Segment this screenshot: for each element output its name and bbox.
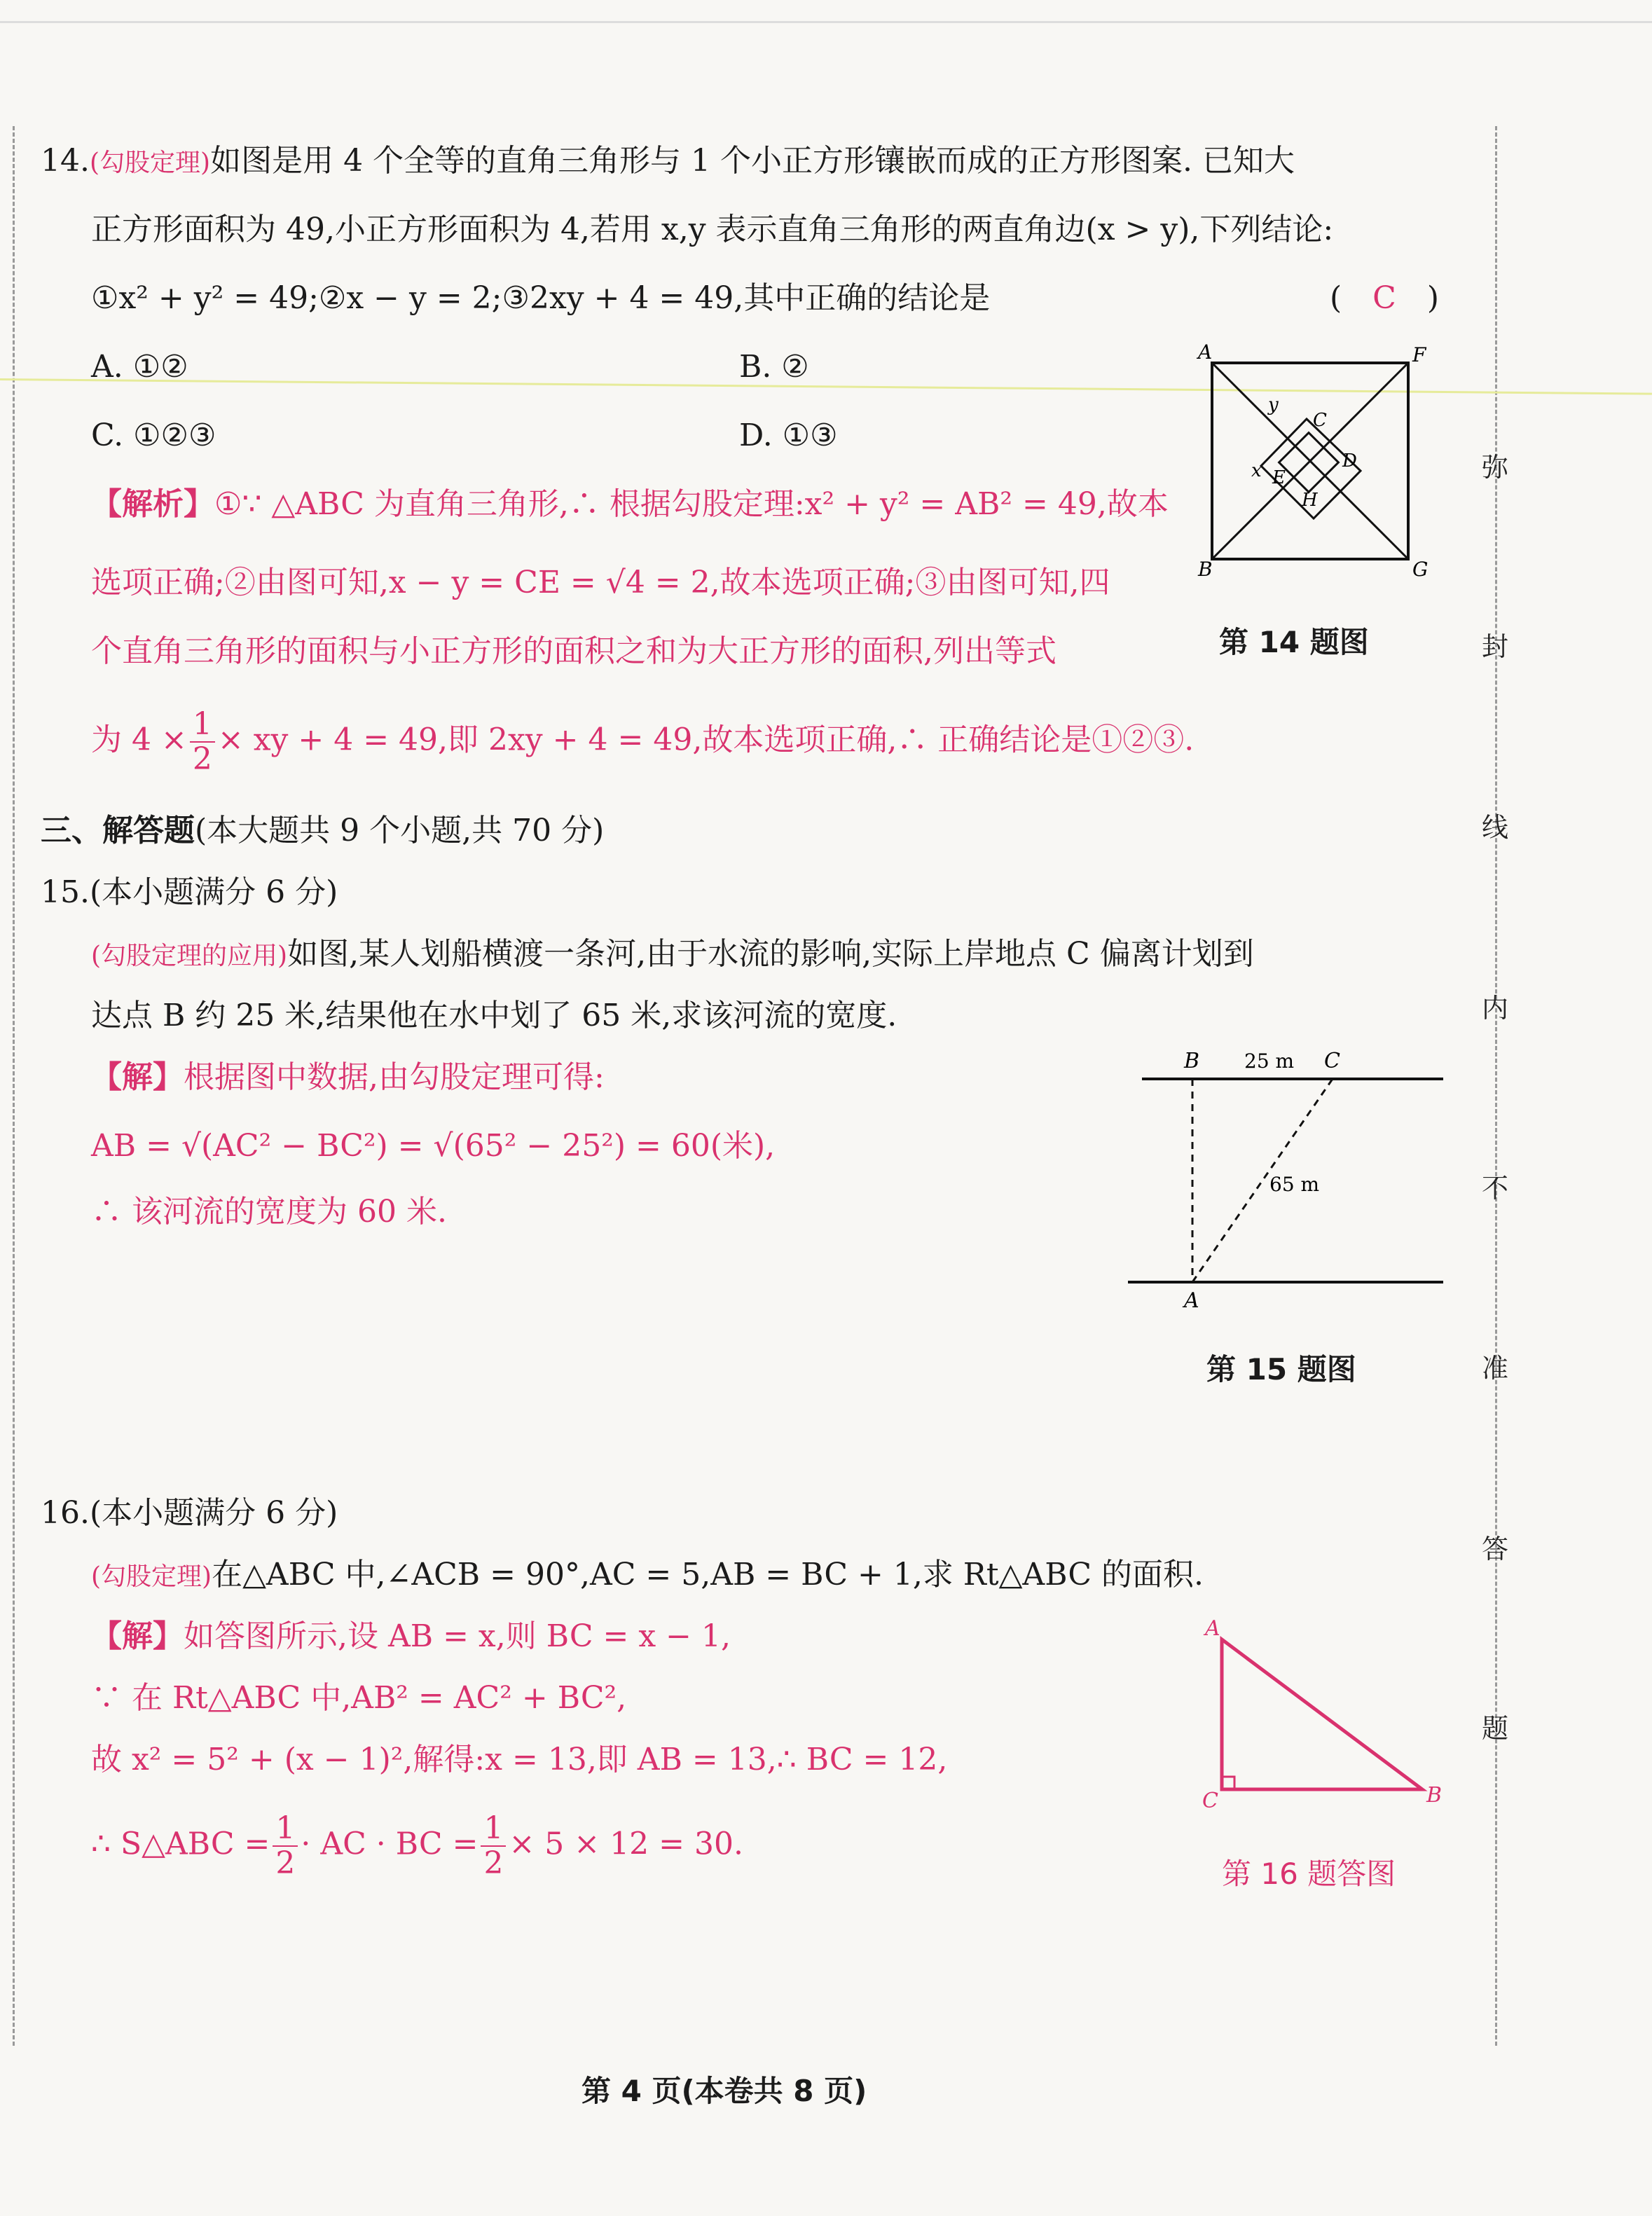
q14-option-c: C. ①②③ — [91, 418, 216, 453]
label-B: B — [1426, 1783, 1443, 1808]
label-B: B — [1184, 1049, 1200, 1073]
q14-analysis-label: 【解析】 — [91, 486, 214, 522]
label-C: C — [1324, 1049, 1340, 1073]
label-B: B — [1198, 558, 1213, 581]
q14-option-b: B. ② — [739, 349, 809, 385]
label-C: C — [1313, 410, 1327, 431]
seal-char: 线 — [1482, 812, 1509, 843]
label-F: F — [1412, 343, 1426, 366]
label-x: x — [1251, 460, 1262, 481]
top-shadow-line — [0, 21, 1652, 23]
q15-solution-line3: ∴ 该河流的宽度为 60 米. — [91, 1194, 447, 1230]
label-G: G — [1412, 558, 1429, 581]
q14-tag: (勾股定理) — [89, 149, 211, 177]
q16-tag: (勾股定理) — [91, 1562, 212, 1591]
label-bc-length: 25 m — [1244, 1049, 1295, 1073]
label-E: E — [1272, 467, 1286, 488]
label-ac-length: 65 m — [1269, 1173, 1320, 1196]
q16-solution-line4: ∴ S△ABC = $\frac{1}{2}$ · AC · BC = $\frac{1}{2}$ × 5 × 12 = 30. — [91, 1810, 743, 1881]
q15-line2: 达点 B 约 25 米,结果他在水中划了 65 米,求该河流的宽度. — [91, 998, 897, 1033]
label-A: A — [1198, 343, 1213, 364]
q14-number: 14. — [41, 143, 90, 179]
q14-analysis-line3: 个直角三角形的面积与小正方形的面积之和为大正方形的面积,列出等式 — [91, 633, 1056, 669]
section3-heading — [41, 810, 604, 852]
q16-header: 16.(本小题满分 6 分) — [41, 1495, 338, 1531]
q14-answer: C — [1372, 280, 1396, 316]
q16-solution-line3: 故 x² = 5² + (x − 1)²,解得:x = 13,即 AB = 13,∴ BC = 12, — [91, 1742, 948, 1777]
q15-solution-line2: AB = √(AC² − BC²) = √(65² − 25²) = 60(米), — [91, 1128, 776, 1164]
q14-line1 — [41, 140, 1295, 184]
fraction-half: $\frac{1}{2}$ — [481, 1813, 506, 1879]
seal-char: 不 — [1482, 1173, 1509, 1204]
q16-solution-line1: 【解】如答图所示,设 AB = x,则 BC = x − 1, — [91, 1618, 731, 1654]
margin-right-dashed-rule — [1495, 126, 1497, 2046]
label-C: C — [1202, 1789, 1218, 1813]
page-footer: 第 4 页(本卷共 8 页) — [581, 2074, 867, 2108]
right-angle-mark — [1222, 1777, 1234, 1789]
seal-char: 弥 — [1482, 452, 1509, 483]
q15-figure-caption: 第 15 题图 — [1206, 1352, 1356, 1386]
fraction-half: $\frac{1}{2}$ — [190, 709, 215, 775]
section3-note: (本大题共 9 个小题,共 70 分) — [195, 813, 605, 848]
q16-figure — [1184, 1611, 1450, 1815]
seal-char: 准 — [1482, 1353, 1509, 1384]
seal-char: 封 — [1482, 631, 1509, 662]
q14-analysis-line4: 为 4 × $\frac{1}{2}$ × xy + 4 = 49,即 2xy + 4 = 49,故本选项正确,∴ 正确结论是①②③. — [91, 706, 1195, 777]
q16-line1: (勾股定理)在△ABC 中,∠ACB = 90°,AC = 5,AB = BC + 1,求 Rt△ABC 的面积. — [91, 1557, 1204, 1592]
q15-header: 15.(本小题满分 6 分) — [41, 874, 338, 910]
q14-analysis-line2: 选项正确;②由图可知,x − y = CE = √4 = 2,故本选项正确;③由图可知,四 — [91, 565, 1110, 600]
seal-char: 内 — [1482, 993, 1509, 1024]
label-y: y — [1268, 394, 1279, 415]
q15-line1: (勾股定理的应用)如图,某人划船横渡一条河,由于水流的影响,实际上岸地点 C 偏离计划到 — [91, 936, 1254, 972]
q16-figure-caption: 第 16 题答图 — [1222, 1857, 1396, 1891]
q14-option-a: A. ①② — [91, 349, 188, 385]
q14-answer-bracket: ( C ) — [1330, 280, 1440, 316]
section3-title: 三、解答题 — [41, 813, 195, 848]
seal-char: 答 — [1482, 1534, 1509, 1564]
q14-text1: 如图是用 4 个全等的直角三角形与 1 个小正方形镶嵌而成的正方形图案. 已知大 — [210, 143, 1295, 179]
q14-line2: 正方形面积为 49,小正方形面积为 4,若用 x,y 表示直角三角形的两直角边(x > y),下列结论: — [91, 212, 1334, 247]
q14-figure-caption: 第 14 题图 — [1219, 625, 1369, 659]
q15-tag: (勾股定理的应用) — [91, 942, 288, 970]
q14-line3: ①x² + y² = 49;②x − y = 2;③2xy + 4 = 49,其中正确的结论是 — [91, 280, 991, 316]
fraction-half: $\frac{1}{2}$ — [273, 1813, 298, 1879]
seal-char: 题 — [1482, 1713, 1509, 1744]
right-triangle — [1222, 1639, 1422, 1789]
q14-analysis-line1: 【解析】①∵ △ABC 为直角三角形,∴ 根据勾股定理:x² + y² = AB² = 49,故本 — [91, 486, 1169, 522]
q16-solution-line2: ∵ 在 Rt△ABC 中,AB² = AC² + BC², — [91, 1680, 627, 1716]
label-A: A — [1205, 1616, 1220, 1641]
q14-option-d: D. ①③ — [739, 418, 838, 453]
label-A: A — [1184, 1288, 1199, 1310]
label-H: H — [1302, 490, 1318, 511]
q15-figure — [1114, 1044, 1450, 1310]
q16-solution-label: 【解】 — [91, 1618, 184, 1654]
margin-left-dashed-rule — [13, 126, 15, 2046]
q15-solution-line1: 【解】根据图中数据,由勾股定理可得: — [91, 1059, 605, 1095]
label-D: D — [1342, 450, 1357, 472]
q14-figure — [1184, 343, 1436, 581]
q15-solution-label: 【解】 — [91, 1059, 184, 1095]
